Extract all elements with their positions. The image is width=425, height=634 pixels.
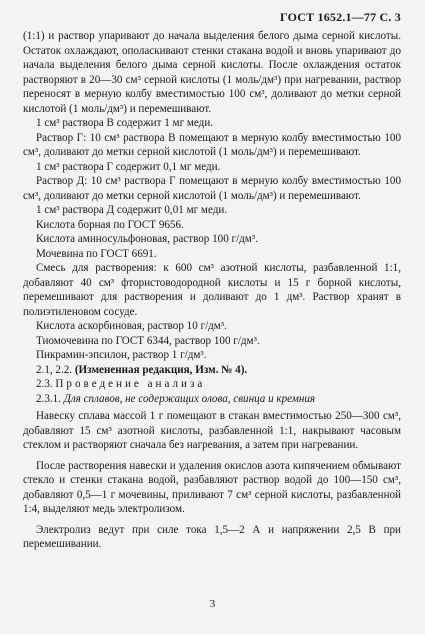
edition-note-text: (Измененная редакция, Изм. № 4).: [74, 363, 248, 376]
paragraph: Тиомочевина по ГОСТ 6344, раствор 100 г/дм³.: [36, 334, 260, 347]
subsection-title: Для сплавов, не содержащих олова, свинца и кремния: [63, 392, 316, 405]
paragraph: Смесь для растворения: к 600 см³ азотной кислоты, разбавленной 1:1, добавляют 40 см³ фтористоводородной кислоты и 15 г борной кислоты, перемешивают для растворения и доливают до 1 дм³. Раствор хранят в полиэтиленовом сосуде.: [23, 262, 401, 318]
edition-note: [23, 363, 401, 378]
paragraph: (1:1) и раствор упаривают до начала выделения белого дыма серной кислоты. Остаток охлаждают, ополаскивают стенки стакана водой и вновь упаривают до начала выделения белого дыма серной кислоты. После охлаждения остаток растворяют в 20—30 см³ серной кислоты (1 моль/дм³) при нагревании, раствор переносят в мерную колбу вместимостью 100 см³, доливают до метки серной кислотой (1 моль/дм³) и перемешивают.: [23, 30, 401, 115]
subsection-number: 2.3.1.: [36, 392, 61, 405]
paragraph: Мочевина по ГОСТ 6691.: [36, 247, 157, 260]
section-number: 2.3.: [36, 378, 53, 390]
document-header: ГОСТ 1652.1—77 С. 3: [280, 10, 401, 24]
document-body: [23, 29, 401, 552]
paragraph: 1 см³ раствора Г содержит 0,1 мг меди.: [36, 160, 221, 173]
edition-note-number: 2.1, 2.2.: [36, 363, 73, 376]
paragraph: После растворения навески и удаления окислов азота кипячением обмывают стекло и стенки стакана водой, разбавляют раствор водой до 100—150 см³, добавляют 0,5—1 г мочевины, приливают 7 см³ серной кислоты, разбавленной 1:4, выделяют медь электролизом.: [23, 459, 401, 515]
paragraph: Кислота аскорбиновая, раствор 10 г/дм³.: [36, 320, 227, 332]
section-heading: [23, 377, 401, 392]
paragraph: Раствор Д: 10 см³ раствора Г помещают в мерную колбу вместимостью 100 см³, доливают до метки серной кислотой (1 моль/дм³) и перемешивают.: [23, 175, 401, 202]
paragraph: Пикрамин-эпсилон, раствор 1 г/дм³.: [36, 349, 207, 361]
section-title: Проведение анализа: [55, 378, 206, 390]
paragraph: Кислота аминосульфоновая, раствор 100 г/дм³.: [36, 233, 258, 245]
paragraph: Кислота борная по ГОСТ 9656.: [36, 218, 184, 231]
paragraph: Электролиз ведут при силе тока 1,5—2 А и напряжении 2,5 В при перемешивании.: [23, 523, 401, 550]
subsection-heading: [23, 392, 401, 407]
paragraph: 1 см³ раствора В содержит 1 мг меди.: [36, 117, 214, 129]
page-number: 3: [209, 598, 216, 610]
paragraph: 1 см³ раствора Д содержит 0,01 мг меди.: [36, 204, 228, 216]
paragraph: Навеску сплава массой 1 г помещают в стакан вместимостью 250—300 см³, добавляют 15 см³ азотной кислоты, разбавленной 1:1, накрывают часовым стеклом и растворяют сначала без нагревания, а затем при нагревании.: [23, 410, 401, 451]
paragraph: Раствор Г: 10 см³ раствора В помещают в мерную колбу вместимостью 100 см³, доливают до метки серной кислотой (1 моль/дм³) и перемешивают.: [23, 131, 401, 158]
